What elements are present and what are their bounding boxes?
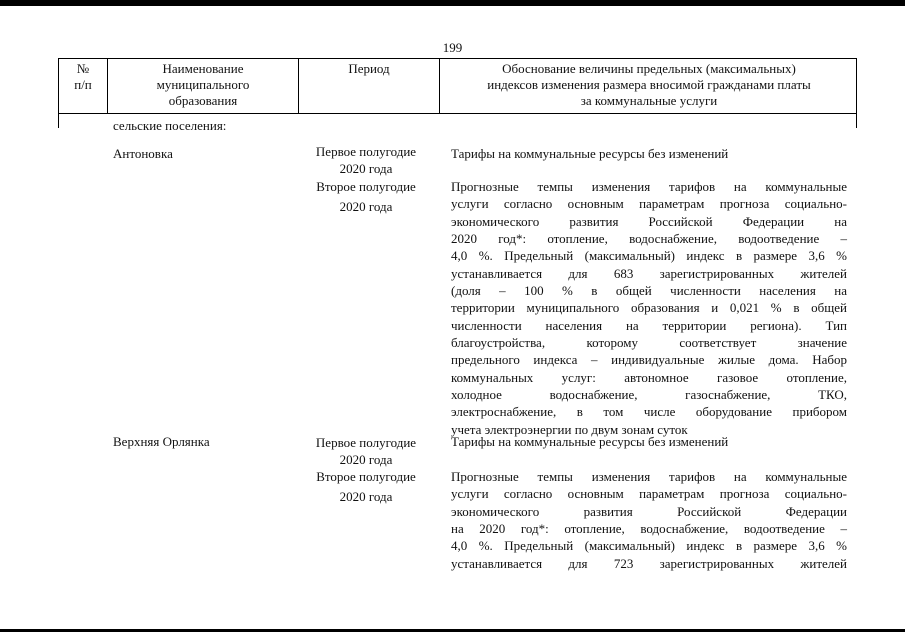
period-line: 2020 года (339, 161, 393, 176)
header-justification-line: за коммунальные услуги (580, 93, 718, 108)
header-municipality-line: Наименование (162, 61, 244, 76)
text-line: 4,0 %. Предельный (максимальный) индекс в размере 3,6 % (451, 538, 847, 554)
text-line: холодное водоснабжение, газоснабжение, ТКО, (451, 387, 847, 403)
row2-text-first: Тарифы на коммунальные ресурсы без изменений (451, 434, 729, 449)
text-line: Прогнозные темпы изменения тарифов на коммунальные (451, 179, 847, 194)
page-number: 199 (442, 40, 463, 55)
header-justification (440, 61, 858, 109)
period-line: 2020 года (339, 199, 393, 214)
text-line: экономического развития Российской Федерации (451, 503, 847, 519)
header-municipality-line: образования (168, 93, 238, 108)
text-line: услуги согласно основным параметрам прогноза социально- (451, 196, 847, 212)
text-line: электроснабжение, в том числе оборудование прибором (451, 404, 847, 420)
header-number-line: № (76, 61, 90, 76)
header-justification-line: индексов изменения размера вносимой гражданами платы (487, 77, 811, 92)
text-line: учета электроэнергии по двум зонам суток (451, 421, 688, 437)
text-line: устанавливается для 683 зарегистрированных жителей (451, 265, 847, 281)
section-title: сельские поселения: (113, 118, 227, 133)
header-number-line: п/п (74, 77, 92, 92)
top-border (0, 0, 905, 6)
period-line: Первое полугодие (315, 144, 417, 159)
text-line: предельного индекса – индивидуальные жилые дома. Набор (451, 352, 847, 368)
text-line: коммунальных услуг: автономное газовое отопление, (451, 369, 847, 385)
text-line: благоустройства, которому соответствует значение (451, 335, 847, 351)
header-justification-line: Обоснование величины предельных (максимальных) (502, 61, 796, 76)
header-period-line: Период (348, 61, 390, 76)
period-line: 2020 года (339, 489, 393, 504)
bottom-border (0, 629, 905, 632)
row2-text-second (451, 468, 847, 572)
header-number (59, 61, 107, 93)
period-line: 2020 года (339, 452, 393, 467)
text-line: 2020 год*: отопление, водоснабжение, водоотведение – (451, 231, 847, 247)
row1-period-second (302, 178, 430, 215)
text-line: услуги согласно основным параметрам прогноза социально- (451, 486, 847, 502)
text-line: численности населения на территории региона). Тип (451, 317, 847, 333)
table-header (58, 58, 857, 114)
text-line: Прогнозные темпы изменения тарифов на коммунальные (451, 469, 847, 484)
row1-text-second (451, 178, 847, 438)
row1-text-first: Тарифы на коммунальные ресурсы без изменений (451, 146, 729, 161)
row1-period-first (302, 143, 430, 177)
text-line: 4,0 %. Предельный (максимальный) индекс в размере 3,6 % (451, 248, 847, 264)
period-line: Первое полугодие (315, 435, 417, 450)
text-line: устанавливается для 723 зарегистрированных жителей (451, 555, 847, 571)
table-left-rule (58, 114, 59, 128)
text-line: на 2020 год*: отопление, водоснабжение, водоотведение – (451, 521, 847, 537)
row-name-antonovka: Антоновка (113, 146, 173, 161)
text-line: территории муниципального образования и 0,021 % в общей (451, 300, 847, 316)
header-period (299, 61, 439, 77)
row-name-verkhnyaya-orlyanka: Верхняя Орлянка (113, 434, 210, 449)
row2-period-first (302, 434, 430, 468)
row2-period-second (302, 468, 430, 505)
text-line: (доля – 100 % в общей численности населения на (451, 283, 847, 299)
period-line: Второе полугодие (316, 179, 416, 194)
header-municipality-line: муниципального (156, 77, 250, 92)
text-line: экономического развития Российской Федерации на (451, 213, 847, 229)
header-municipality (108, 61, 298, 109)
table-right-rule (856, 114, 857, 128)
period-line: Второе полугодие (316, 469, 416, 484)
